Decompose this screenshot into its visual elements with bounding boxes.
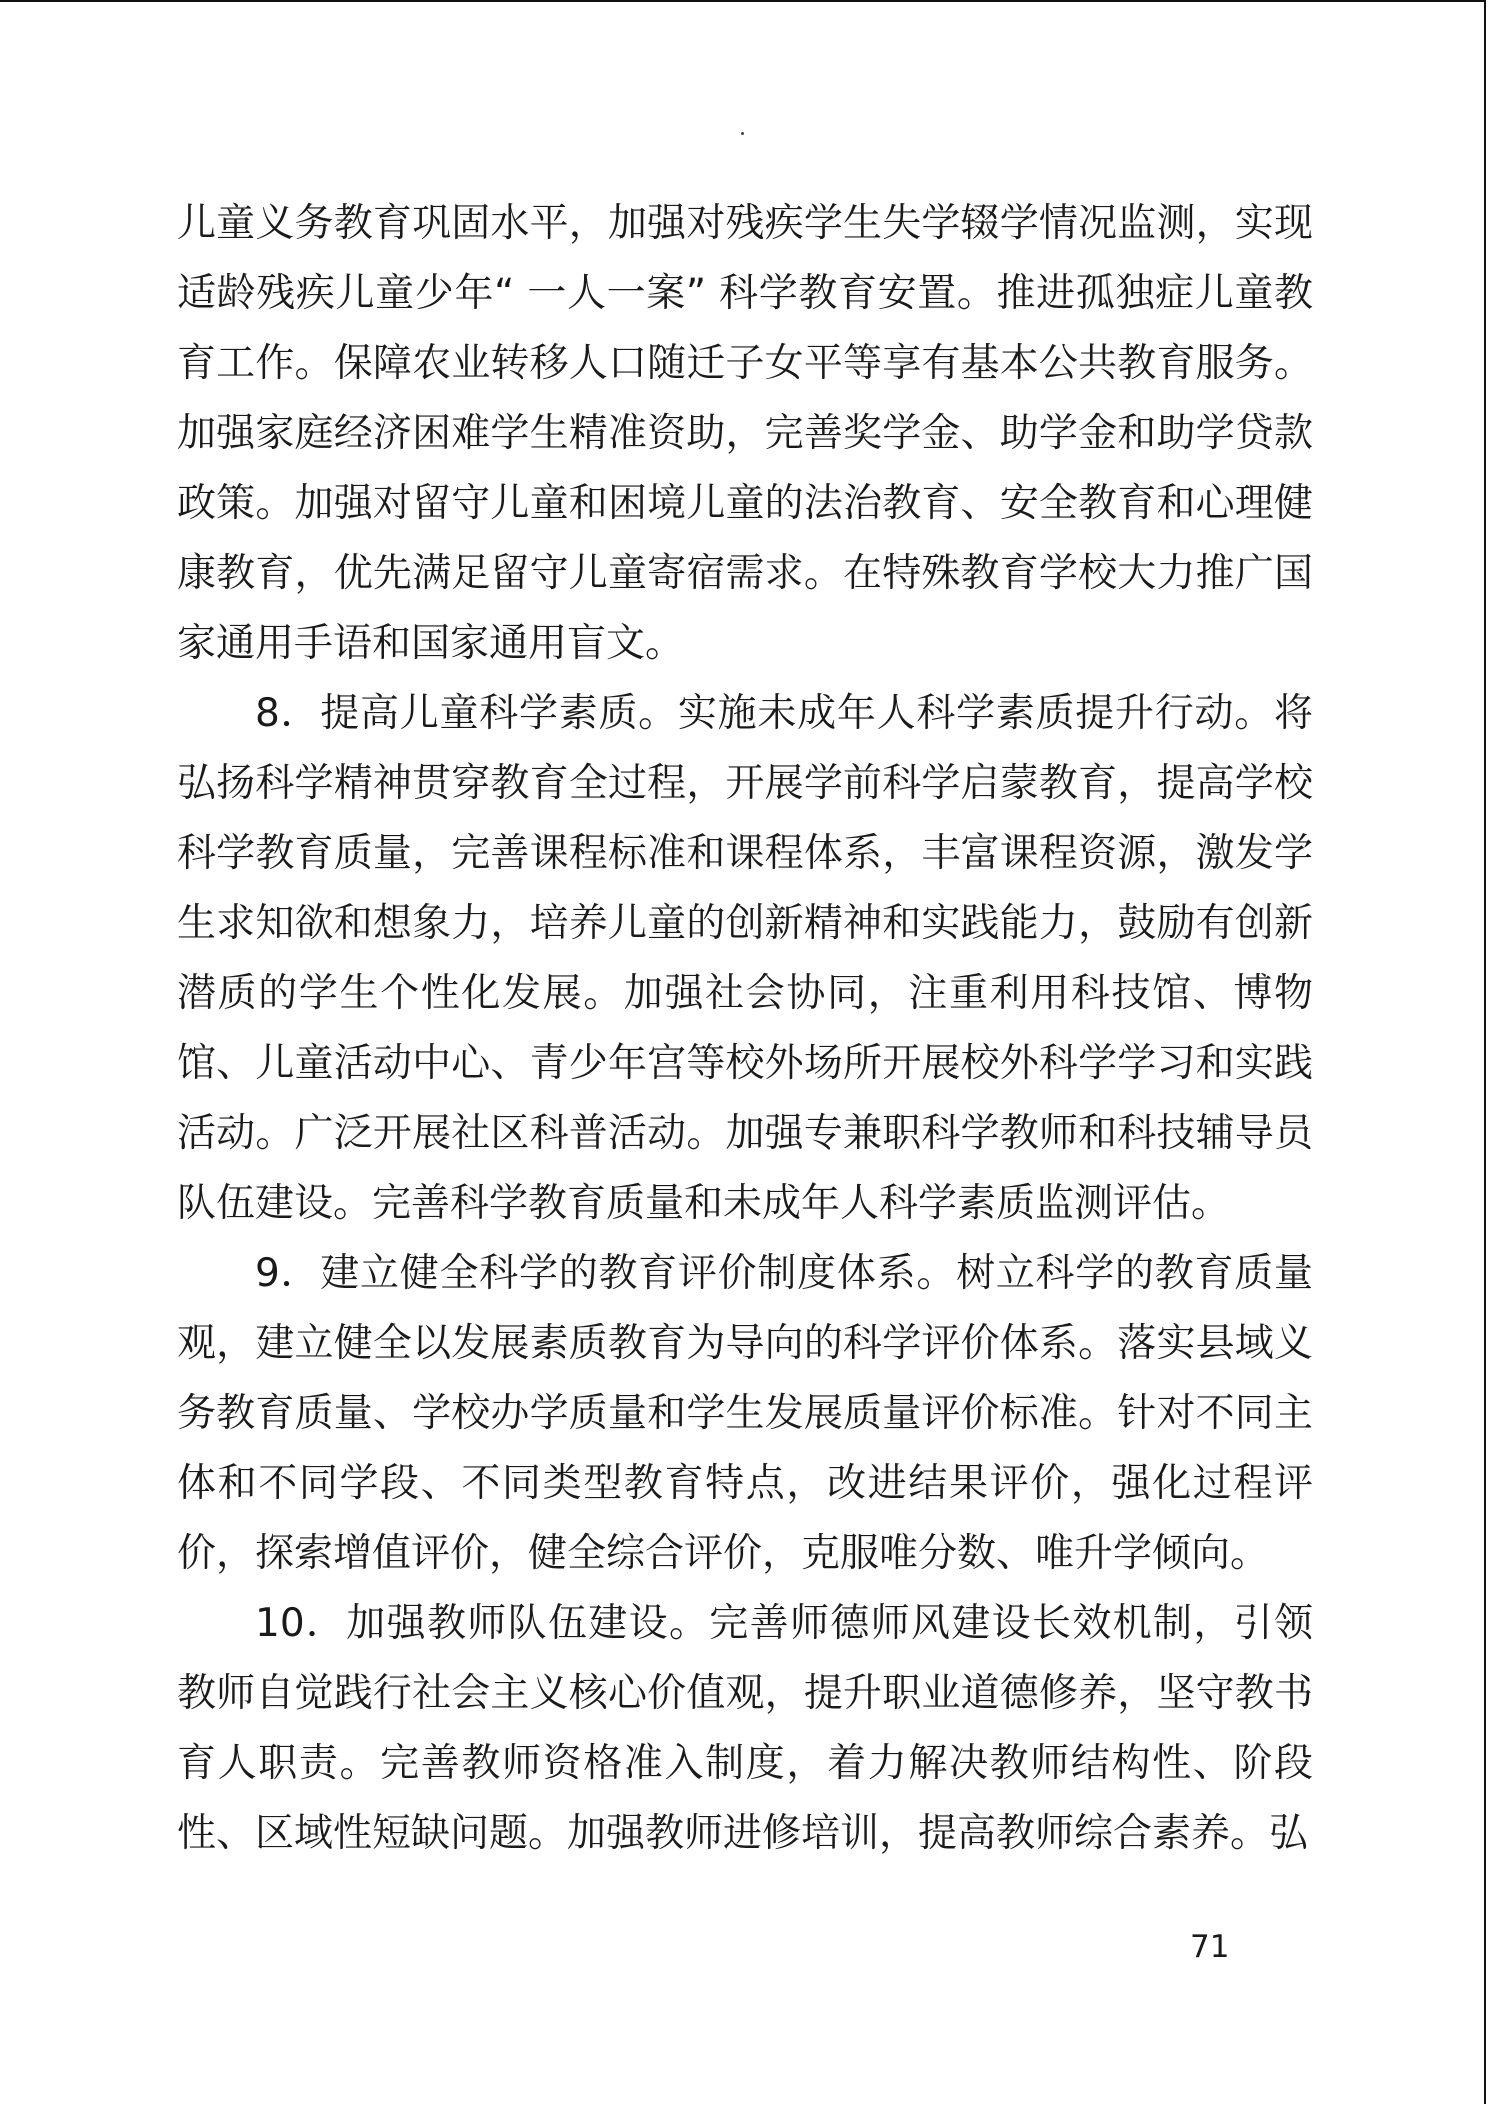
- page-number: 71: [1190, 1929, 1230, 1965]
- document-body: [177, 189, 1313, 1869]
- paragraph-continuation: 儿童义务教育巩固水平，加强对残疾学生失学辍学情况监测，实现适龄残疾儿童少年“ 一人一案” 科学教育安置。推进孤独症儿童教育工作。保障农业转移人口随迁子女平等享有基本公共教育服务。加强家庭经济困难学生精准资助，完善奖学金、助学金和助学贷款政策。加强对留守儿童和困境儿童的法治教育、安全教育和心理健康教育，优先满足留守儿童寄宿需求。在特殊教育学校大力推广国家通用手语和国家通用盲文。: [177, 201, 1313, 666]
- paragraph-item-8: 8．提高儿童科学素质。实施未成年人科学素质提升行动。将弘扬科学精神贯穿教育全过程，开展学前科学启蒙教育，提高学校科学教育质量，完善课程标准和课程体系，丰富课程资源，激发学生求知欲和想象力，培养儿童的创新精神和实践能力，鼓励有创新潜质的学生个性化发展。加强社会协同，注重利用科技馆、博物馆、儿童活动中心、青少年宫等校外场所开展校外科学学习和实践活动。广泛开展社区科普活动。加强专兼职科学教师和科技辅导员队伍建设。完善科学教育质量和未成年人科学素质监测评估。: [177, 691, 1313, 1226]
- paragraph-item-9: 9．建立健全科学的教育评价制度体系。树立科学的教育质量观，建立健全以发展素质教育为导向的科学评价体系。落实县域义务教育质量、学校办学质量和学生发展质量评价标准。针对不同主体和不同学段、不同类型教育特点，改进结果评价，强化过程评价，探索增值评价，健全综合评价，克服唯分数、唯升学倾向。: [177, 1251, 1313, 1576]
- scan-speck: [741, 132, 744, 135]
- paragraph-item-10: 10．加强教师队伍建设。完善师德师风建设长效机制，引领教师自觉践行社会主义核心价值观，提升职业道德修养，坚守教书育人职责。完善教师资格准入制度，着力解决教师结构性、阶段性、区域性短缺问题。加强教师进修培训，提高教师综合素养。弘: [177, 1601, 1313, 1856]
